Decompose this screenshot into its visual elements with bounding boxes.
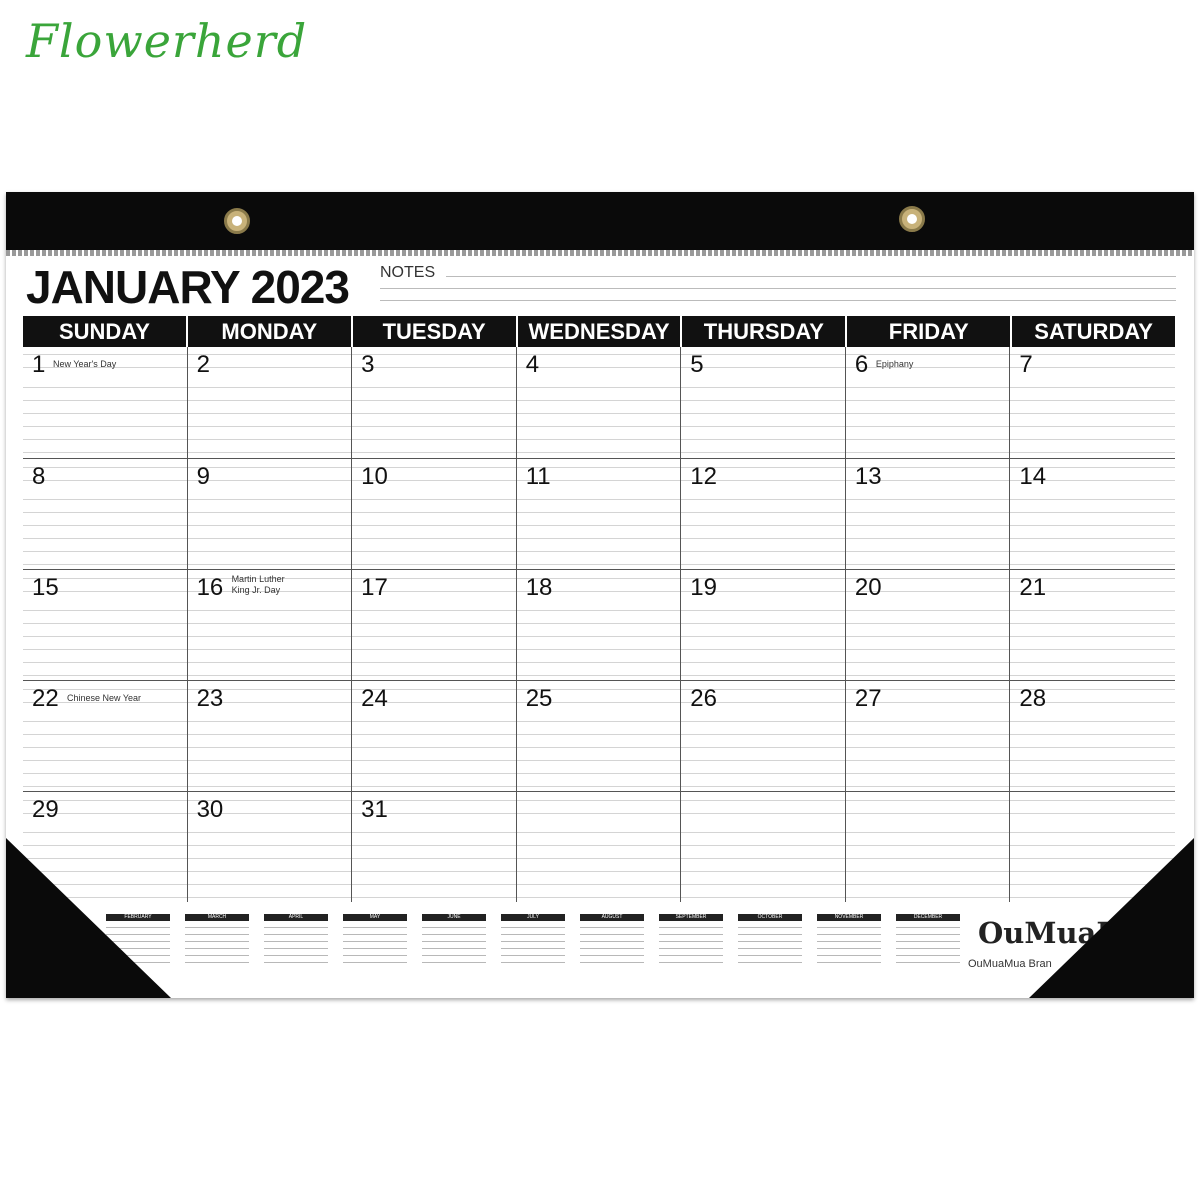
mini-month-days	[659, 921, 723, 967]
right-corner-pocket	[1029, 838, 1194, 998]
mini-month-days	[343, 921, 407, 967]
day-number: 5	[690, 351, 704, 378]
day-number: 19	[690, 574, 717, 601]
day-cell	[188, 791, 353, 902]
brand-logo: OuMuaI	[978, 916, 1110, 950]
day-cell	[681, 458, 846, 569]
day-cell	[188, 569, 353, 680]
day-number: 9	[196, 463, 210, 490]
day-cell	[23, 458, 188, 569]
mini-month-days	[264, 921, 328, 967]
mini-month-title: MAY	[343, 914, 407, 921]
mini-month	[343, 914, 407, 974]
day-number: 14	[1019, 463, 1047, 490]
day-number: 10	[361, 463, 388, 490]
day-cell	[517, 458, 682, 569]
day-number: 28	[1019, 685, 1047, 712]
mini-month-title: OCTOBER	[738, 914, 802, 921]
day-number: 11	[525, 463, 551, 490]
day-number: 20	[854, 574, 882, 601]
day-cell	[23, 347, 188, 458]
day-cell	[846, 347, 1011, 458]
day-cell	[681, 347, 846, 458]
day-number: 15	[32, 574, 59, 601]
day-cell	[188, 458, 353, 569]
day-cell	[1010, 347, 1175, 458]
day-number: 16	[196, 574, 224, 601]
notes-line	[380, 288, 1176, 289]
mini-month-strip	[106, 914, 966, 974]
day-number: 17	[361, 574, 388, 601]
day-cell	[517, 347, 682, 458]
day-cell	[846, 458, 1011, 569]
day-cell	[352, 347, 517, 458]
weekday-friday: FRIDAY	[847, 316, 1012, 347]
day-cell	[846, 680, 1011, 791]
day-number: 24	[361, 685, 388, 712]
mini-month	[580, 914, 644, 974]
notes-label: NOTES	[380, 264, 436, 281]
mini-month	[817, 914, 881, 974]
mini-month	[264, 914, 328, 974]
weekday-tuesday: TUESDAY	[353, 316, 518, 347]
day-number: 22	[32, 685, 59, 712]
mini-month-title: JULY	[501, 914, 565, 921]
mini-month-title: MARCH	[185, 914, 249, 921]
day-cell	[352, 458, 517, 569]
day-cell	[517, 569, 682, 680]
day-cell	[846, 569, 1011, 680]
month-title: JANUARY 2023	[26, 261, 349, 313]
right-grommet-icon	[899, 206, 925, 232]
day-number: 6	[854, 351, 869, 378]
notes-line	[446, 276, 1176, 277]
weekday-saturday: SATURDAY	[1034, 319, 1153, 344]
weekday-header	[23, 316, 1175, 347]
left-grommet-icon	[224, 208, 250, 234]
weekday-sunday: SUNDAY	[23, 316, 188, 347]
mini-month-title: AUGUST	[580, 914, 644, 921]
day-number: 1	[32, 351, 46, 378]
day-number: 3	[361, 351, 375, 378]
mini-month	[896, 914, 960, 974]
day-cell	[681, 680, 846, 791]
day-number: 8	[32, 463, 46, 490]
mini-month-title: DECEMBER	[896, 914, 960, 921]
mini-month	[659, 914, 723, 974]
day-cell	[681, 569, 846, 680]
day-number: 21	[1019, 574, 1047, 601]
day-cell	[1010, 569, 1175, 680]
mini-month	[501, 914, 565, 974]
watermark-text: Flowerherd	[26, 14, 308, 68]
desk-calendar	[6, 192, 1194, 998]
mini-month-days	[422, 921, 486, 967]
mini-month	[185, 914, 249, 974]
mini-month-title: APRIL	[264, 914, 328, 921]
day-number: 31	[361, 796, 388, 823]
day-number: 12	[690, 463, 717, 490]
mini-month-title: SEPTEMBER	[659, 914, 723, 921]
left-corner-pocket	[6, 838, 171, 998]
day-number: 13	[854, 463, 882, 490]
mini-month-days	[896, 921, 960, 967]
calendar-top-bar	[6, 192, 1194, 250]
weekday-wednesday: WEDNESDAY	[518, 316, 683, 347]
day-cell	[352, 569, 517, 680]
day-cell	[23, 569, 188, 680]
notes-line	[380, 300, 1176, 301]
day-number: 30	[196, 796, 224, 823]
holiday-note: Epiphany	[875, 359, 914, 369]
day-number: 26	[690, 685, 717, 712]
mini-month-title: JUNE	[422, 914, 486, 921]
month-grid	[23, 347, 1175, 902]
day-number: 2	[196, 351, 210, 378]
day-number: 25	[525, 685, 553, 712]
mini-month-days	[185, 921, 249, 967]
mini-month-days	[738, 921, 802, 967]
day-cell	[188, 680, 353, 791]
day-cell	[188, 347, 353, 458]
day-number: 23	[196, 685, 224, 712]
day-cell	[23, 680, 188, 791]
weekday-monday: MONDAY	[188, 316, 353, 347]
day-cell	[352, 791, 517, 902]
weekday-thursday: THURSDAY	[682, 316, 847, 347]
mini-month-days	[580, 921, 644, 967]
day-number: 18	[525, 574, 553, 601]
day-cell	[681, 791, 846, 902]
day-number: 7	[1019, 351, 1033, 378]
holiday-note: Martin Luther King Jr. Day	[231, 574, 285, 595]
day-number: 29	[32, 796, 59, 823]
brand-subtitle: OuMuaMua Bran	[968, 958, 1052, 970]
tear-edge	[6, 250, 1194, 256]
mini-month-days	[501, 921, 565, 967]
mini-month-title: FEBRUARY	[106, 914, 170, 921]
day-cell	[1010, 458, 1175, 569]
holiday-note: Chinese New Year	[67, 693, 142, 703]
day-cell	[517, 680, 682, 791]
day-number: 4	[525, 351, 540, 378]
mini-month	[738, 914, 802, 974]
day-cell	[517, 791, 682, 902]
mini-month-title: NOVEMBER	[817, 914, 881, 921]
day-cell	[352, 680, 517, 791]
mini-month-days	[817, 921, 881, 967]
day-cell	[1010, 680, 1175, 791]
holiday-note: New Year's Day	[53, 359, 117, 369]
day-cell	[846, 791, 1011, 902]
day-number: 27	[854, 685, 882, 712]
mini-month	[422, 914, 486, 974]
